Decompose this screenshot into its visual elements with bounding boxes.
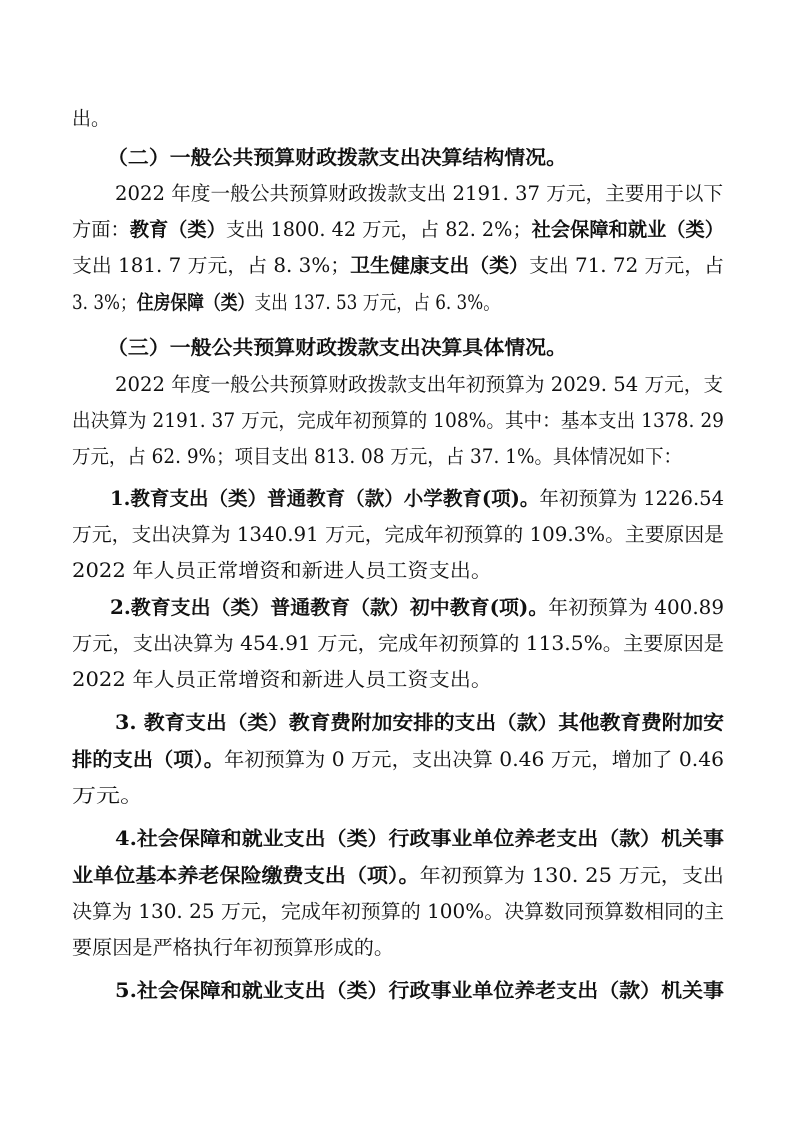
line-content (115, 367, 723, 403)
bold-text: 4.社会保障和就业支出（类）行政事业单位养老支出（款）机关事 (115, 827, 725, 850)
text-line (0, 894, 793, 930)
body-text: 出。 (72, 107, 111, 130)
line-content (72, 285, 500, 321)
body-text: 万元。 (72, 784, 144, 807)
line-content (72, 248, 724, 284)
body-text: 支出 137. 53 万元，占 6. 3%。 (254, 291, 500, 314)
line-content (115, 973, 724, 1009)
text-line (0, 742, 793, 778)
text-line (0, 626, 793, 662)
text-line (0, 101, 793, 137)
body-text: 方面： (72, 218, 130, 241)
body-text: 要原因是严格执行年初预算形成的。 (72, 936, 395, 959)
text-line (0, 858, 793, 894)
line-content (72, 662, 492, 698)
bold-text: （三）一般公共预算财政拨款支出决算具体情况。 (107, 336, 567, 359)
text-line (0, 973, 793, 1009)
body-text: 2022 年人员正常增资和新进人员工资支出。 (72, 668, 493, 691)
line-content (72, 212, 724, 248)
body-text: 支出 1800. 42 万元，占 82. 2%； (225, 218, 532, 241)
body-text: 支出 71. 72 万元，占 (528, 254, 725, 277)
text-line (0, 662, 793, 698)
body-text: 2022 年度一般公共预算财政拨款支出年初预算为 2029. 54 万元，支 (115, 373, 724, 396)
text-line (0, 248, 793, 284)
line-content (72, 517, 724, 553)
bold-text: 社会保障和就业（类） (531, 218, 725, 241)
body-text: 出决算为 2191. 37 万元，完成年初预算的 108%。其中：基本支出 1378. 29 (72, 409, 724, 432)
line-content (72, 553, 492, 589)
text-line (0, 553, 793, 589)
line-content (107, 330, 567, 366)
body-text: 万元，占 62. 9%；项目支出 813. 08 万元，占 37. 1%。具体情况如下： (72, 445, 682, 468)
text-line (0, 481, 793, 517)
line-content (72, 894, 724, 930)
text-line (0, 517, 793, 553)
line-content (72, 778, 144, 814)
line-content (107, 140, 567, 176)
text-line (0, 367, 793, 403)
bold-text: 教育（类） (129, 218, 226, 241)
line-content (115, 821, 724, 857)
line-content (72, 626, 724, 662)
line-content (72, 742, 724, 778)
body-text: 2022 年人员正常增资和新进人员工资支出。 (72, 559, 493, 582)
body-text: 万元，支出决算为 1340.91 万元，完成年初预算的 109.3%。主要原因是 (72, 523, 724, 546)
text-line (0, 403, 793, 439)
text-line (0, 285, 793, 321)
text-line (0, 590, 793, 626)
text-line (0, 330, 793, 366)
text-line (0, 439, 793, 475)
text-line (0, 821, 793, 857)
body-text: 万元，支出决算为 454.91 万元，完成年初预算的 113.5%。主要原因是 (72, 632, 725, 655)
text-line (0, 212, 793, 248)
text-line (0, 778, 793, 814)
line-content (72, 858, 724, 894)
line-content (72, 101, 110, 137)
bold-text: 1.教育支出（类）普通教育（款）小学教育(项)。 (110, 487, 540, 510)
line-content (115, 705, 724, 741)
body-text: 年初预算为 1226.54 (539, 487, 725, 510)
line-content (72, 403, 724, 439)
bold-text: 住房保障（类） (136, 291, 255, 314)
text-line (0, 705, 793, 741)
bold-text: （二）一般公共预算财政拨款支出决算结构情况。 (107, 146, 567, 169)
line-content (72, 930, 394, 966)
bold-text: 卫生健康支出（类） (350, 254, 529, 277)
line-content (110, 590, 724, 626)
body-text: 3. 3%； (72, 291, 137, 314)
body-text: 年初预算为 130. 25 万元，支出 (419, 864, 725, 887)
bold-text: 排的支出（项）。 (72, 748, 224, 771)
text-line (0, 930, 793, 966)
bold-text: 5.社会保障和就业支出（类）行政事业单位养老支出（款）机关事 (115, 979, 725, 1002)
bold-text: 业单位基本养老保险缴费支出（项）。 (72, 864, 420, 887)
bold-text: 3. 教育支出（类）教育费附加安排的支出（款）其他教育费附加安 (115, 711, 724, 734)
body-text: 支出 181. 7 万元，占 8. 3%； (72, 254, 351, 277)
line-content (72, 439, 682, 475)
body-text: 年初预算为 0 万元，支出决算 0.46 万元，增加了 0.46 (223, 748, 724, 771)
text-line (0, 176, 793, 212)
text-line (0, 140, 793, 176)
body-text: 年初预算为 400.89 (548, 596, 725, 619)
line-content (110, 481, 724, 517)
line-content (115, 176, 723, 212)
bold-text: 2.教育支出（类）普通教育（款）初中教育(项)。 (110, 596, 549, 619)
body-text: 决算为 130. 25 万元，完成年初预算的 100%。决算数同预算数相同的主 (72, 900, 724, 923)
body-text: 2022 年度一般公共预算财政拨款支出 2191. 37 万元，主要用于以下 (115, 182, 724, 205)
